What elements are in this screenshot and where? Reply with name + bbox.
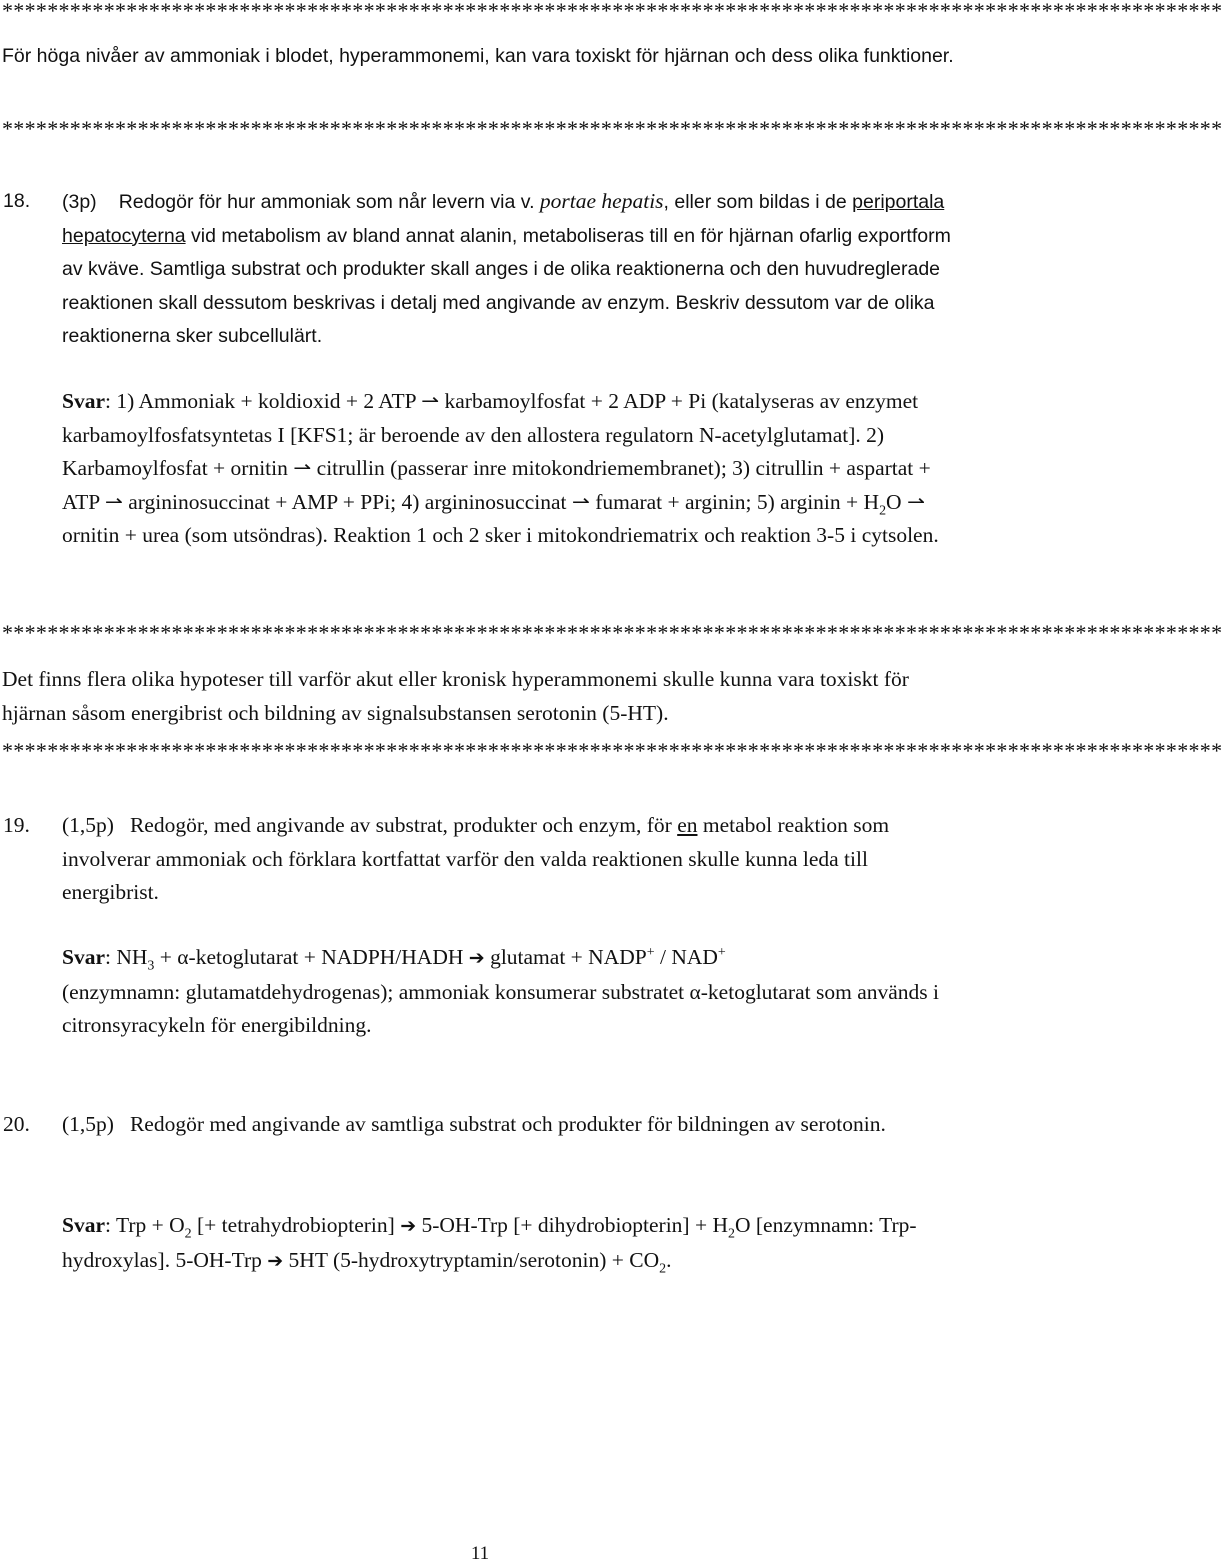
question-number: 19. [3,813,30,837]
text-span: , eller som bildas i de [663,191,853,213]
text-span: Redogör för hur ammoniak som når levern via v. [118,191,540,213]
question-points: (1,5p) [62,1112,114,1136]
text-span: 5-OH-Trp [+ dihydrobiopterin] + H [416,1213,728,1237]
reaction-arrow-icon: ⇀ [421,389,440,413]
separator-stars: ************************************************************************************************************ [2,116,1222,141]
text-span: 5HT (5-hydroxytryptamin/serotonin) + CO [283,1247,660,1272]
text-underline: en [677,813,698,837]
question-number: 18. [3,190,31,212]
text-span: argininosuccinat + AMP + PPi; 4) argininosuccinat [122,489,572,514]
arrow-right-icon: ➔ [400,1215,417,1237]
reaction-arrow-icon: ⇀ [293,456,312,480]
question-text [62,1108,957,1142]
text-span: ornitin + urea (som utsöndras). Reaktion 1 och 2 sker i mitokondriematrix och reaktion 3-5 i cytsolen. [62,523,939,547]
subscript: 3 [147,958,155,974]
subscript: 2 [879,502,887,518]
question-text [62,809,957,910]
separator-stars: ************************************************************************************************************ [2,620,1222,645]
page-number: 11 [470,1543,490,1564]
answer-text [62,1209,957,1278]
superscript: + [717,944,726,960]
text-span: citrullin (passerar inre mitokondriemembranet); 3) citrullin + aspartat + ATP [62,456,931,514]
text-underline: periportala hepatocyterna [62,191,945,247]
subscript: 2 [184,1226,192,1242]
intro-paragraph-2: Det finns flera olika hypoteser till varför akut eller kronisk hyperammonemi skulle kunna vara toxiskt för hjärnan såsom energibrist och bildning av signalsubstansen serotonin (5-HT). [2,667,909,725]
question-points: (1,5p) [62,813,114,837]
subscript: 2 [728,1226,735,1242]
text-span: : NH [105,945,148,969]
text-span: + α-ketoglutarat + NADPH/HADH [154,945,469,969]
text-span: fumarat + arginin; 5) arginin + H [589,489,880,514]
reaction-arrow-icon: ⇀ [906,489,925,514]
separator-stars: ************************************************************************************************************ [2,738,1222,763]
question-points: (3p) [62,191,97,213]
intro-paragraph-1: För höga nivåer av ammoniak i blodet, hyperammonemi, kan vara toxiskt för hjärnan och dess olika funktioner. [2,45,954,67]
text-span: metabol reaktion som involverar ammoniak och förklara kortfattat varför den valda reaktionen skulle kunna leda till energibrist. [62,813,890,904]
answer-label: Svar [62,389,105,413]
subscript: 2 [659,1260,667,1276]
text-span: O [enzymnamn: Trp-hydroxylas]. 5-OH-Trp [62,1213,917,1272]
text-span: [+ tetrahydrobiopterin] [191,1213,401,1237]
text-span: O [886,489,907,514]
text-span: karbamoylfosfat + 2 ADP + Pi (katalyseras av enzymet karbamoylfosfatsyntetas I [KFS1; är beroende av den allostera regulatorn N-acetylglutamat]. 2) Karbamoylfosfat + ornitin [62,389,919,480]
question-number: 20. [3,1112,30,1136]
answer-label: Svar [62,1213,105,1237]
answer-text [62,385,957,553]
text-span: glutamat + NADP [484,945,647,969]
arrow-right-icon: ➔ [267,1249,284,1272]
text-span: : 1) Ammoniak + koldioxid + 2 ATP [105,389,422,413]
text-span: / NAD [654,945,718,969]
reaction-arrow-icon: ⇀ [104,489,123,514]
question-text [62,185,957,354]
arrow-right-icon: ➔ [468,947,485,969]
text-italic: portae hepatis [539,189,664,213]
text-span: vid metabolism av bland annat alanin, metaboliseras till en för hjärnan ofarlig exportform av kväve. Samtliga substrat och produkter skall anges i de olika reaktionerna och den huvudreglerade reaktionen skall dessutom beskrivas i detalj med angivande av enzym. Beskriv dessutom var de olika reaktionerna sker subcellulärt. [62,224,951,347]
text-span: (enzymnamn: glutamatdehydrogenas); ammoniak konsumerar substratet α-ketoglutarat som används i citronsyracykeln för energibildning. [62,979,939,1037]
text-span: Redogör med angivande av samtliga substrat och produkter för bildningen av serotonin. [129,1112,886,1136]
superscript: + [646,944,655,960]
reaction-arrow-icon: ⇀ [571,489,590,514]
text-span: Redogör, med angivande av substrat, produkter och enzym, för [129,813,678,837]
answer-text [62,941,957,1043]
text-span: . [666,1247,672,1272]
answer-label: Svar [62,945,105,969]
text-span: : Trp + O [105,1213,185,1237]
separator-stars: ************************************************************************************************************ [2,0,1222,23]
